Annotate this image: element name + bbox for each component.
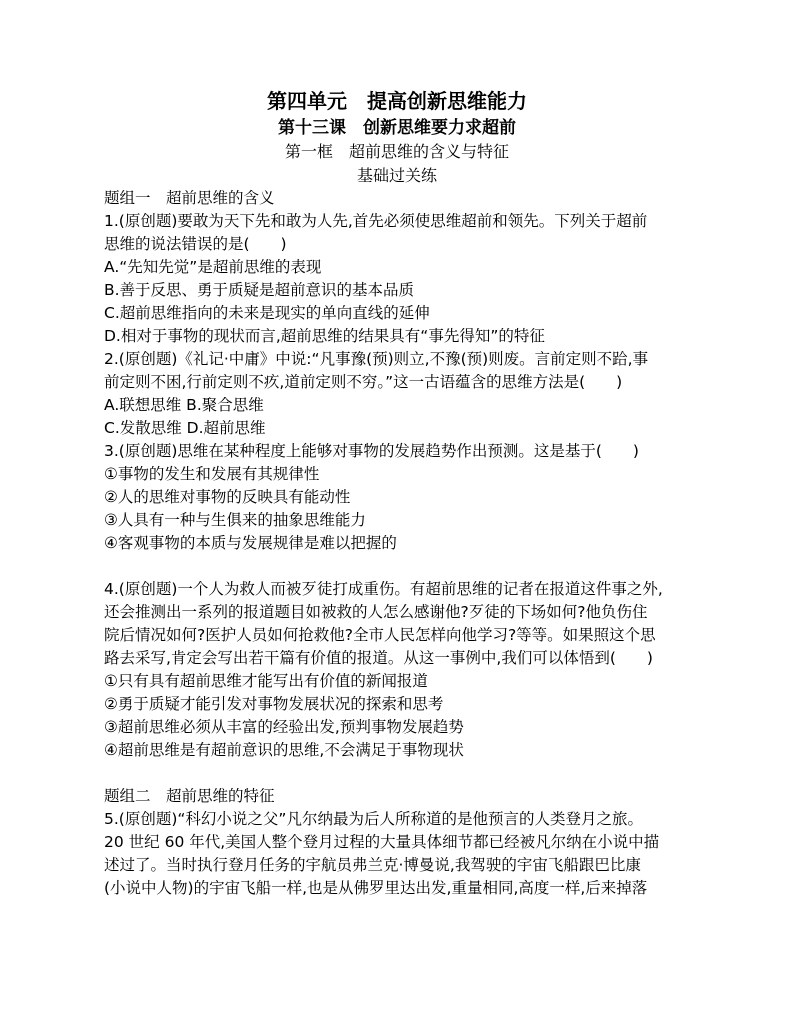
options-row: C.发散思维 D.超前思维 xyxy=(104,419,266,437)
lesson-title: 第十三课 创新思维要力求超前 xyxy=(278,118,516,138)
statement-item: ②人的思维对事物的反映具有能动性 xyxy=(104,488,351,506)
options-row xyxy=(104,762,696,785)
question-body xyxy=(104,187,696,900)
statement-item: ③超前思维必须从丰富的经验出发,预判事物发展趋势 xyxy=(104,718,464,736)
question-2 xyxy=(104,348,696,440)
statement-item: ④超前思维是有超前意识的思维,不会满足于事物现状 xyxy=(104,741,464,759)
question-stem: 5.(原创题)“科幻小说之父”凡尔纳最为后人所称道的是他预言的人类登月之旅。 xyxy=(104,810,643,828)
question-1 xyxy=(104,210,696,348)
option-c: C.超前思维指向的未来是现实的单向直线的延伸 xyxy=(104,304,430,322)
group-heading-1: 题组一 超前思维的含义 xyxy=(104,189,275,207)
question-stem: 路去采写,肯定会写出若干篇有价值的报道。从这一事例中,我们可以体悟到( ) xyxy=(104,649,653,667)
unit-title: 第四单元 提高创新思维能力 xyxy=(267,89,527,113)
question-stem: 思维的说法错误的是( ) xyxy=(104,235,287,253)
frame-title: 第一框 超前思维的含义与特征 xyxy=(284,142,509,161)
question-stem: 20 世纪 60 年代,美国人整个登月过程的大量具体细节都已经被凡尔纳在小说中描 xyxy=(104,833,660,851)
question-stem: 3.(原创题)思维在某种程度上能够对事物的发展趋势作出预测。这是基于( ) xyxy=(104,442,639,460)
question-stem: 前定则不困,行前定则不疚,道前定则不穷。”这一古语蕴含的思维方法是( ) xyxy=(104,373,623,391)
options-row: A.联想思维 B.聚合思维 xyxy=(104,396,264,414)
statement-item: ①事物的发生和发展有其规律性 xyxy=(104,465,320,483)
question-3 xyxy=(104,440,696,578)
options-row xyxy=(104,555,696,578)
question-stem: (小说中人物)的宇宙飞船一样,也是从佛罗里达出发,重量相同,高度一样,后来掉落 xyxy=(104,879,648,897)
statement-item: ①只有具有超前思维才能写出有价值的新闻报道 xyxy=(104,672,428,690)
question-stem: 述过了。当时执行登月任务的宇航员弗兰克·博曼说,我驾驶的宇宙飞船跟巴比康 xyxy=(104,856,641,874)
option-d: D.相对于事物的现状而言,超前思维的结果具有“事先得知”的特征 xyxy=(104,327,545,345)
group-heading-2: 题组二 超前思维的特征 xyxy=(104,787,275,805)
option-b: B.善于反思、勇于质疑是超前意识的基本品质 xyxy=(104,281,415,299)
question-5 xyxy=(104,808,696,900)
statement-item: ④客观事物的本质与发展规律是难以把握的 xyxy=(104,534,397,552)
option-a: A.“先知先觉”是超前思维的表现 xyxy=(104,258,322,276)
question-4 xyxy=(104,578,696,785)
question-stem: 1.(原创题)要敢为天下先和敢为人先,首先必须使思维超前和领先。下列关于超前 xyxy=(104,212,648,230)
statement-item: ②勇于质疑才能引发对事物发展状况的探索和思考 xyxy=(104,695,444,713)
title-block xyxy=(0,86,794,188)
practice-title: 基础过关练 xyxy=(356,166,437,185)
statement-item: ③人具有一种与生俱来的抽象思维能力 xyxy=(104,511,366,529)
question-stem: 2.(原创题)《礼记·中庸》中说:“凡事豫(预)则立,不豫(预)则废。言前定则不跲,事 xyxy=(104,350,649,368)
question-stem: 4.(原创题)一个人为救人而被歹徒打成重伤。有超前思维的记者在报道这件事之外, xyxy=(104,580,663,598)
question-stem: 还会推测出一系列的报道题目如被救的人怎么感谢他?歹徒的下场如何?他负伤住 xyxy=(104,603,648,621)
question-stem: 院后情况如何?医护人员如何抢救他?全市人民怎样向他学习?等等。如果照这个思 xyxy=(104,626,656,644)
